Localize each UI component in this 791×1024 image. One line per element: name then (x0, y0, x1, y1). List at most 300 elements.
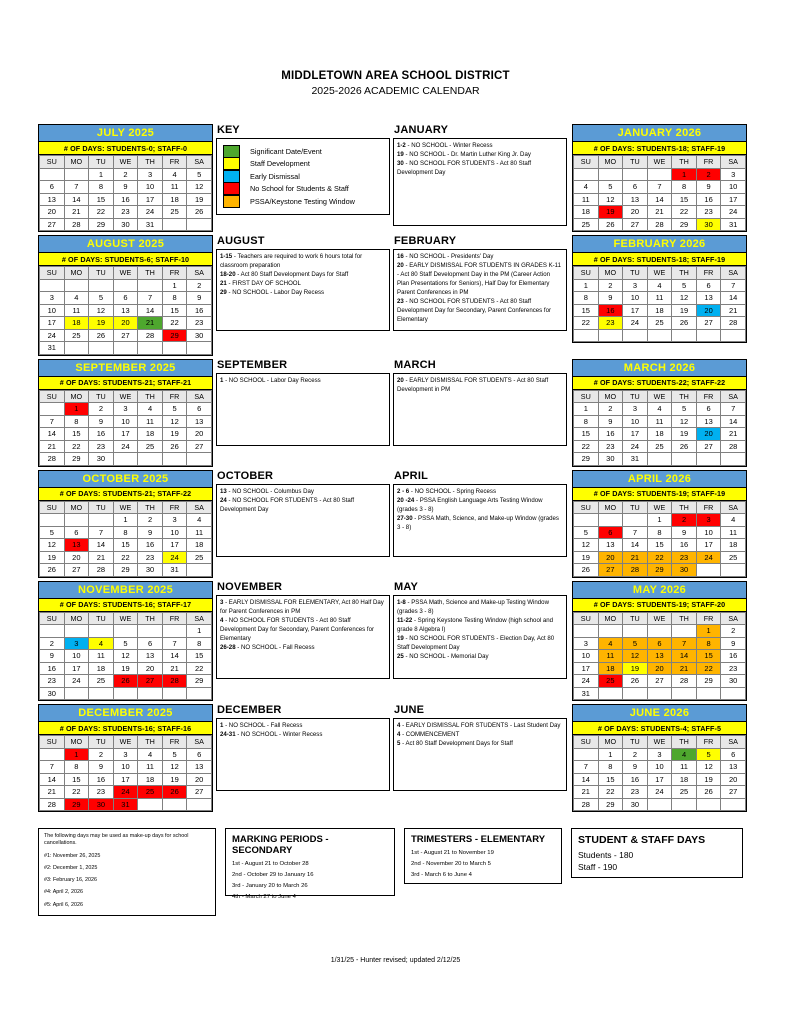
day-cell[interactable]: 24 (574, 675, 599, 688)
day-cell[interactable]: 4 (64, 292, 89, 305)
day-cell[interactable]: 12 (89, 304, 114, 317)
day-cell[interactable]: 14 (721, 292, 746, 305)
day-cell[interactable]: 27 (696, 440, 721, 453)
day-cell[interactable]: 28 (721, 440, 746, 453)
day-cell[interactable]: 13 (187, 761, 212, 774)
day-cell[interactable]: 22 (672, 206, 697, 219)
day-cell[interactable]: 3 (113, 748, 138, 761)
day-cell[interactable]: 21 (89, 551, 114, 564)
day-cell[interactable]: 1 (64, 748, 89, 761)
day-cell[interactable]: 20 (696, 428, 721, 441)
day-cell[interactable]: 16 (696, 193, 721, 206)
day-cell[interactable]: 21 (40, 440, 65, 453)
day-cell[interactable]: 16 (89, 773, 114, 786)
day-cell[interactable]: 19 (162, 773, 187, 786)
day-cell[interactable]: 14 (647, 193, 672, 206)
day-cell[interactable]: 28 (89, 564, 114, 577)
day-cell[interactable]: 10 (647, 761, 672, 774)
day-cell[interactable]: 13 (598, 539, 623, 552)
day-cell[interactable]: 11 (187, 526, 212, 539)
day-cell[interactable]: 29 (64, 453, 89, 466)
day-cell[interactable]: 30 (696, 218, 721, 231)
day-cell[interactable]: 27 (696, 317, 721, 330)
day-cell[interactable]: 20 (187, 773, 212, 786)
day-cell[interactable]: 23 (89, 786, 114, 799)
day-cell[interactable]: 23 (623, 786, 648, 799)
day-cell[interactable]: 14 (721, 415, 746, 428)
day-cell[interactable]: 7 (138, 292, 163, 305)
day-cell[interactable]: 11 (721, 526, 746, 539)
day-cell[interactable]: 5 (574, 526, 599, 539)
day-cell[interactable]: 12 (672, 415, 697, 428)
day-cell[interactable]: 18 (162, 193, 187, 206)
day-cell[interactable]: 8 (113, 526, 138, 539)
day-cell[interactable]: 29 (574, 453, 599, 466)
day-cell[interactable]: 2 (598, 279, 623, 292)
day-cell[interactable]: 4 (647, 279, 672, 292)
day-cell[interactable]: 3 (574, 637, 599, 650)
day-cell[interactable]: 12 (113, 650, 138, 663)
day-cell[interactable]: 24 (113, 440, 138, 453)
day-cell[interactable]: 11 (574, 193, 599, 206)
day-cell[interactable]: 1 (113, 514, 138, 527)
day-cell[interactable]: 18 (647, 428, 672, 441)
day-cell[interactable]: 24 (40, 329, 65, 342)
day-cell[interactable]: 13 (64, 539, 89, 552)
day-cell[interactable]: 24 (696, 551, 721, 564)
day-cell[interactable]: 16 (187, 304, 212, 317)
day-cell[interactable]: 30 (138, 564, 163, 577)
day-cell[interactable]: 3 (696, 514, 721, 527)
day-cell[interactable]: 5 (187, 168, 212, 181)
day-cell[interactable]: 9 (187, 292, 212, 305)
day-cell[interactable]: 6 (40, 181, 65, 194)
day-cell[interactable]: 31 (40, 342, 65, 355)
day-cell[interactable]: 25 (89, 675, 114, 688)
day-cell[interactable]: 15 (647, 539, 672, 552)
day-cell[interactable]: 4 (138, 403, 163, 416)
day-cell[interactable]: 29 (187, 675, 212, 688)
day-cell[interactable]: 11 (647, 415, 672, 428)
day-cell[interactable]: 23 (89, 440, 114, 453)
day-cell[interactable]: 13 (40, 193, 65, 206)
day-cell[interactable]: 24 (138, 206, 163, 219)
day-cell[interactable]: 6 (113, 292, 138, 305)
day-cell[interactable]: 20 (598, 551, 623, 564)
day-cell[interactable]: 13 (721, 761, 746, 774)
day-cell[interactable]: 9 (721, 637, 746, 650)
day-cell[interactable]: 23 (113, 206, 138, 219)
day-cell[interactable]: 18 (721, 539, 746, 552)
day-cell[interactable]: 30 (623, 798, 648, 811)
day-cell[interactable]: 3 (40, 292, 65, 305)
day-cell[interactable]: 15 (696, 650, 721, 663)
day-cell[interactable]: 29 (64, 798, 89, 811)
day-cell[interactable]: 5 (113, 637, 138, 650)
day-cell[interactable]: 9 (598, 415, 623, 428)
day-cell[interactable]: 8 (162, 292, 187, 305)
day-cell[interactable]: 26 (113, 675, 138, 688)
day-cell[interactable]: 24 (113, 786, 138, 799)
day-cell[interactable]: 25 (598, 675, 623, 688)
day-cell[interactable]: 23 (138, 551, 163, 564)
day-cell[interactable]: 22 (187, 662, 212, 675)
day-cell[interactable]: 2 (40, 637, 65, 650)
day-cell[interactable]: 18 (64, 317, 89, 330)
day-cell[interactable]: 30 (187, 329, 212, 342)
day-cell[interactable]: 4 (187, 514, 212, 527)
day-cell[interactable]: 16 (672, 539, 697, 552)
day-cell[interactable]: 17 (113, 773, 138, 786)
day-cell[interactable]: 22 (574, 440, 599, 453)
day-cell[interactable]: 2 (721, 625, 746, 638)
day-cell[interactable]: 29 (162, 329, 187, 342)
day-cell[interactable]: 16 (623, 773, 648, 786)
day-cell[interactable]: 14 (40, 773, 65, 786)
day-cell[interactable]: 29 (598, 798, 623, 811)
day-cell[interactable]: 30 (672, 564, 697, 577)
day-cell[interactable]: 18 (138, 428, 163, 441)
day-cell[interactable]: 25 (721, 551, 746, 564)
day-cell[interactable]: 2 (89, 748, 114, 761)
day-cell[interactable]: 19 (623, 662, 648, 675)
day-cell[interactable]: 19 (40, 551, 65, 564)
day-cell[interactable]: 7 (64, 181, 89, 194)
day-cell[interactable]: 28 (672, 675, 697, 688)
day-cell[interactable]: 17 (64, 662, 89, 675)
day-cell[interactable]: 10 (696, 526, 721, 539)
day-cell[interactable]: 8 (647, 526, 672, 539)
day-cell[interactable]: 10 (623, 292, 648, 305)
day-cell[interactable]: 6 (598, 526, 623, 539)
day-cell[interactable]: 21 (721, 304, 746, 317)
day-cell[interactable]: 8 (574, 415, 599, 428)
day-cell[interactable]: 15 (113, 539, 138, 552)
day-cell[interactable]: 23 (672, 551, 697, 564)
day-cell[interactable]: 1 (574, 403, 599, 416)
day-cell[interactable]: 5 (672, 403, 697, 416)
day-cell[interactable]: 9 (138, 526, 163, 539)
day-cell[interactable]: 28 (64, 218, 89, 231)
day-cell[interactable]: 19 (672, 304, 697, 317)
day-cell[interactable]: 13 (138, 650, 163, 663)
day-cell[interactable]: 2 (89, 403, 114, 416)
day-cell[interactable]: 2 (672, 514, 697, 527)
day-cell[interactable]: 21 (162, 662, 187, 675)
day-cell[interactable]: 2 (696, 168, 721, 181)
day-cell[interactable]: 17 (696, 539, 721, 552)
day-cell[interactable]: 19 (162, 428, 187, 441)
day-cell[interactable]: 6 (721, 748, 746, 761)
day-cell[interactable]: 15 (574, 304, 599, 317)
day-cell[interactable]: 27 (721, 786, 746, 799)
day-cell[interactable]: 18 (89, 662, 114, 675)
day-cell[interactable]: 27 (138, 675, 163, 688)
day-cell[interactable]: 12 (696, 761, 721, 774)
day-cell[interactable]: 4 (162, 168, 187, 181)
day-cell[interactable]: 10 (162, 526, 187, 539)
day-cell[interactable]: 20 (647, 662, 672, 675)
day-cell[interactable]: 30 (89, 453, 114, 466)
day-cell[interactable]: 28 (647, 218, 672, 231)
day-cell[interactable]: 13 (623, 193, 648, 206)
day-cell[interactable]: 23 (721, 662, 746, 675)
day-cell[interactable]: 24 (721, 206, 746, 219)
day-cell[interactable]: 1 (598, 748, 623, 761)
day-cell[interactable]: 31 (162, 564, 187, 577)
day-cell[interactable]: 29 (89, 218, 114, 231)
day-cell[interactable]: 30 (89, 798, 114, 811)
day-cell[interactable]: 2 (623, 748, 648, 761)
day-cell[interactable]: 17 (721, 193, 746, 206)
day-cell[interactable]: 5 (623, 637, 648, 650)
day-cell[interactable]: 25 (138, 786, 163, 799)
day-cell[interactable]: 26 (89, 329, 114, 342)
day-cell[interactable]: 16 (721, 650, 746, 663)
day-cell[interactable]: 4 (647, 403, 672, 416)
day-cell[interactable]: 27 (623, 218, 648, 231)
day-cell[interactable]: 16 (89, 428, 114, 441)
day-cell[interactable]: 20 (64, 551, 89, 564)
day-cell[interactable]: 30 (721, 675, 746, 688)
day-cell[interactable]: 9 (113, 181, 138, 194)
day-cell[interactable]: 20 (623, 206, 648, 219)
day-cell[interactable]: 24 (623, 317, 648, 330)
day-cell[interactable]: 14 (672, 650, 697, 663)
day-cell[interactable]: 4 (721, 514, 746, 527)
day-cell[interactable]: 20 (721, 773, 746, 786)
day-cell[interactable]: 13 (696, 292, 721, 305)
day-cell[interactable]: 6 (696, 279, 721, 292)
day-cell[interactable]: 1 (647, 514, 672, 527)
day-cell[interactable]: 6 (696, 403, 721, 416)
day-cell[interactable]: 12 (187, 181, 212, 194)
day-cell[interactable]: 15 (574, 428, 599, 441)
day-cell[interactable]: 14 (138, 304, 163, 317)
day-cell[interactable]: 9 (696, 181, 721, 194)
day-cell[interactable]: 5 (672, 279, 697, 292)
day-cell[interactable]: 12 (623, 650, 648, 663)
day-cell[interactable]: 3 (162, 514, 187, 527)
day-cell[interactable]: 12 (672, 292, 697, 305)
day-cell[interactable]: 18 (187, 539, 212, 552)
day-cell[interactable]: 6 (187, 748, 212, 761)
day-cell[interactable]: 25 (647, 440, 672, 453)
day-cell[interactable]: 11 (647, 292, 672, 305)
day-cell[interactable]: 14 (40, 428, 65, 441)
day-cell[interactable]: 12 (40, 539, 65, 552)
day-cell[interactable]: 27 (598, 564, 623, 577)
day-cell[interactable]: 7 (721, 279, 746, 292)
day-cell[interactable]: 12 (162, 415, 187, 428)
day-cell[interactable]: 29 (696, 675, 721, 688)
day-cell[interactable]: 12 (162, 761, 187, 774)
day-cell[interactable]: 26 (672, 317, 697, 330)
day-cell[interactable]: 16 (40, 662, 65, 675)
day-cell[interactable]: 4 (598, 637, 623, 650)
day-cell[interactable]: 18 (672, 773, 697, 786)
day-cell[interactable]: 7 (40, 761, 65, 774)
day-cell[interactable]: 1 (696, 625, 721, 638)
day-cell[interactable]: 17 (647, 773, 672, 786)
day-cell[interactable]: 11 (162, 181, 187, 194)
day-cell[interactable]: 5 (598, 181, 623, 194)
day-cell[interactable]: 3 (721, 168, 746, 181)
day-cell[interactable]: 11 (138, 415, 163, 428)
day-cell[interactable]: 9 (89, 415, 114, 428)
day-cell[interactable]: 15 (162, 304, 187, 317)
day-cell[interactable]: 22 (64, 786, 89, 799)
day-cell[interactable]: 10 (623, 415, 648, 428)
day-cell[interactable]: 23 (598, 440, 623, 453)
day-cell[interactable]: 22 (162, 317, 187, 330)
day-cell[interactable]: 4 (138, 748, 163, 761)
day-cell[interactable]: 26 (672, 440, 697, 453)
day-cell[interactable]: 8 (574, 292, 599, 305)
day-cell[interactable]: 25 (64, 329, 89, 342)
day-cell[interactable]: 27 (187, 440, 212, 453)
day-cell[interactable]: 14 (64, 193, 89, 206)
day-cell[interactable]: 8 (672, 181, 697, 194)
day-cell[interactable]: 23 (40, 675, 65, 688)
day-cell[interactable]: 26 (574, 564, 599, 577)
day-cell[interactable]: 12 (574, 539, 599, 552)
day-cell[interactable]: 5 (40, 526, 65, 539)
day-cell[interactable]: 19 (672, 428, 697, 441)
day-cell[interactable]: 8 (64, 761, 89, 774)
day-cell[interactable]: 20 (113, 317, 138, 330)
day-cell[interactable]: 7 (623, 526, 648, 539)
day-cell[interactable]: 10 (64, 650, 89, 663)
day-cell[interactable]: 17 (623, 428, 648, 441)
day-cell[interactable]: 1 (187, 625, 212, 638)
day-cell[interactable]: 24 (623, 440, 648, 453)
day-cell[interactable]: 20 (40, 206, 65, 219)
day-cell[interactable]: 15 (187, 650, 212, 663)
day-cell[interactable]: 19 (574, 551, 599, 564)
day-cell[interactable]: 26 (187, 206, 212, 219)
day-cell[interactable]: 13 (696, 415, 721, 428)
day-cell[interactable]: 8 (64, 415, 89, 428)
day-cell[interactable]: 27 (113, 329, 138, 342)
day-cell[interactable]: 11 (598, 650, 623, 663)
day-cell[interactable]: 2 (138, 514, 163, 527)
day-cell[interactable]: 17 (574, 662, 599, 675)
day-cell[interactable]: 25 (672, 786, 697, 799)
day-cell[interactable]: 18 (647, 304, 672, 317)
day-cell[interactable]: 29 (647, 564, 672, 577)
day-cell[interactable]: 28 (574, 798, 599, 811)
day-cell[interactable]: 30 (113, 218, 138, 231)
day-cell[interactable]: 21 (138, 317, 163, 330)
day-cell[interactable]: 23 (696, 206, 721, 219)
day-cell[interactable]: 27 (40, 218, 65, 231)
day-cell[interactable]: 24 (64, 675, 89, 688)
day-cell[interactable]: 31 (721, 218, 746, 231)
day-cell[interactable]: 27 (64, 564, 89, 577)
day-cell[interactable]: 21 (64, 206, 89, 219)
day-cell[interactable]: 26 (623, 675, 648, 688)
day-cell[interactable]: 9 (40, 650, 65, 663)
day-cell[interactable]: 20 (187, 428, 212, 441)
day-cell[interactable]: 22 (64, 440, 89, 453)
day-cell[interactable]: 4 (672, 748, 697, 761)
day-cell[interactable]: 16 (113, 193, 138, 206)
day-cell[interactable]: 19 (696, 773, 721, 786)
day-cell[interactable]: 16 (138, 539, 163, 552)
day-cell[interactable]: 10 (40, 304, 65, 317)
day-cell[interactable]: 17 (623, 304, 648, 317)
day-cell[interactable]: 21 (721, 428, 746, 441)
day-cell[interactable]: 17 (40, 317, 65, 330)
day-cell[interactable]: 7 (647, 181, 672, 194)
day-cell[interactable]: 24 (162, 551, 187, 564)
day-cell[interactable]: 9 (89, 761, 114, 774)
day-cell[interactable]: 12 (598, 193, 623, 206)
day-cell[interactable]: 6 (623, 181, 648, 194)
day-cell[interactable]: 23 (187, 317, 212, 330)
day-cell[interactable]: 18 (138, 773, 163, 786)
day-cell[interactable]: 13 (113, 304, 138, 317)
day-cell[interactable]: 19 (187, 193, 212, 206)
day-cell[interactable]: 7 (672, 637, 697, 650)
day-cell[interactable]: 6 (187, 403, 212, 416)
day-cell[interactable]: 3 (113, 403, 138, 416)
day-cell[interactable]: 28 (623, 564, 648, 577)
day-cell[interactable]: 21 (574, 786, 599, 799)
day-cell[interactable]: 5 (89, 292, 114, 305)
day-cell[interactable]: 31 (138, 218, 163, 231)
day-cell[interactable]: 7 (89, 526, 114, 539)
day-cell[interactable]: 8 (187, 637, 212, 650)
day-cell[interactable]: 4 (89, 637, 114, 650)
day-cell[interactable]: 1 (162, 279, 187, 292)
day-cell[interactable]: 13 (647, 650, 672, 663)
day-cell[interactable]: 25 (187, 551, 212, 564)
day-cell[interactable]: 27 (647, 675, 672, 688)
day-cell[interactable]: 28 (138, 329, 163, 342)
day-cell[interactable]: 25 (138, 440, 163, 453)
day-cell[interactable]: 22 (696, 662, 721, 675)
day-cell[interactable]: 15 (64, 428, 89, 441)
day-cell[interactable]: 20 (138, 662, 163, 675)
day-cell[interactable]: 18 (598, 662, 623, 675)
day-cell[interactable]: 14 (162, 650, 187, 663)
day-cell[interactable]: 7 (162, 637, 187, 650)
day-cell[interactable]: 14 (89, 539, 114, 552)
day-cell[interactable]: 16 (598, 428, 623, 441)
day-cell[interactable]: 11 (64, 304, 89, 317)
day-cell[interactable]: 23 (598, 317, 623, 330)
day-cell[interactable]: 14 (623, 539, 648, 552)
day-cell[interactable]: 8 (696, 637, 721, 650)
day-cell[interactable]: 28 (162, 675, 187, 688)
day-cell[interactable]: 4 (574, 181, 599, 194)
day-cell[interactable]: 31 (623, 453, 648, 466)
day-cell[interactable]: 2 (113, 168, 138, 181)
day-cell[interactable]: 3 (623, 403, 648, 416)
day-cell[interactable]: 3 (623, 279, 648, 292)
day-cell[interactable]: 21 (40, 786, 65, 799)
day-cell[interactable]: 28 (40, 453, 65, 466)
day-cell[interactable]: 17 (138, 193, 163, 206)
day-cell[interactable]: 7 (40, 415, 65, 428)
day-cell[interactable]: 5 (696, 748, 721, 761)
day-cell[interactable]: 2 (187, 279, 212, 292)
day-cell[interactable]: 11 (138, 761, 163, 774)
day-cell[interactable]: 10 (113, 761, 138, 774)
day-cell[interactable]: 16 (598, 304, 623, 317)
